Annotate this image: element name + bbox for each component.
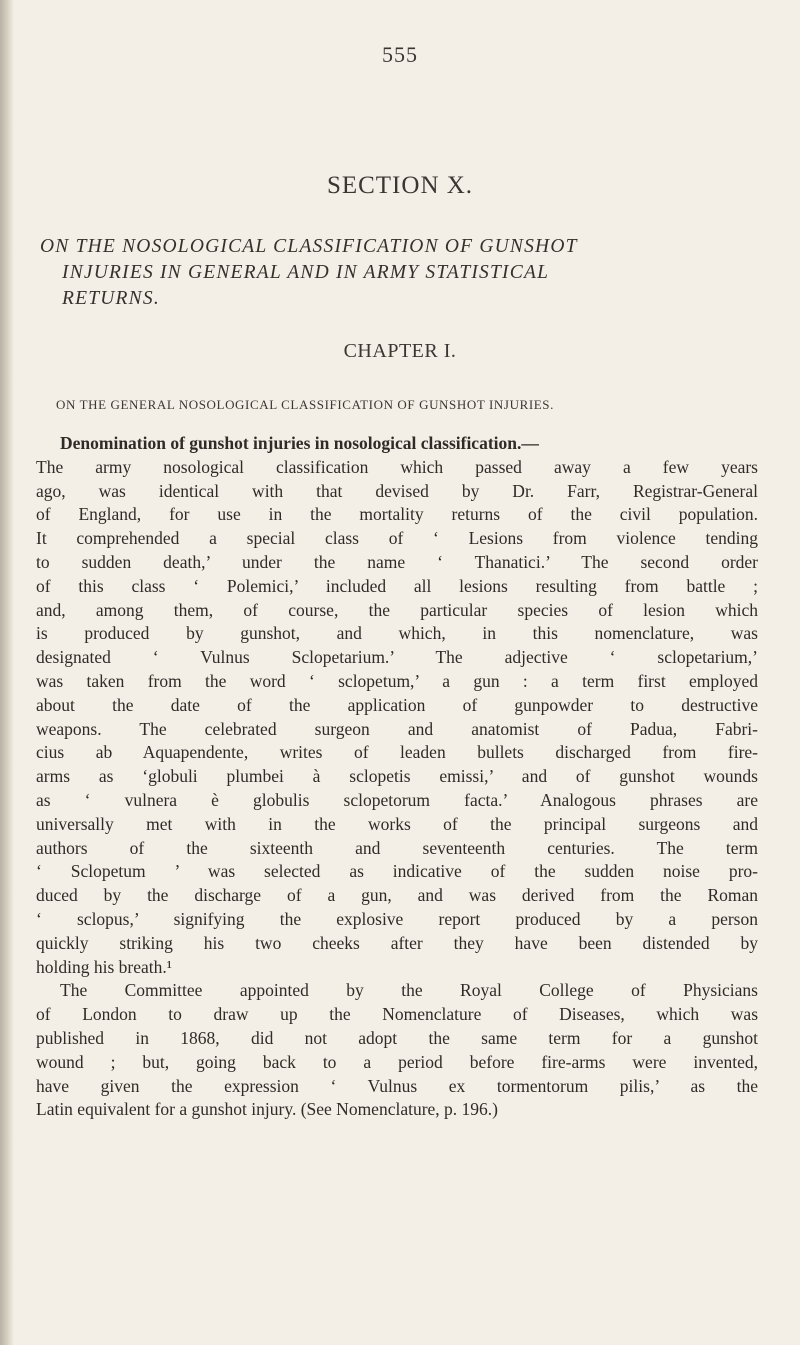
text-line: authors of the sixteenth and seventeenth centuries. The term <box>36 837 758 858</box>
chapter-title: CHAPTER I. <box>343 340 457 362</box>
section-title: SECTION X. <box>326 172 474 199</box>
page-number: 555 <box>382 42 418 67</box>
text-line: universally met with in the works of the principal surgeons and <box>36 813 758 834</box>
text-line: quickly striking his two cheeks after they have been distended by <box>36 932 758 953</box>
text-line: weapons. The celebrated surgeon and anatomist of Padua, Fabri- <box>36 718 758 739</box>
section-subtitle-line: ON THE NOSOLOGICAL CLASSIFICATION OF GUNSHOT <box>40 236 578 257</box>
text-line: wound ; but, going back to a period before fire-arms were invented, <box>36 1051 758 1072</box>
section-subtitle-line: RETURNS. <box>62 288 160 309</box>
text-line: of England, for use in the mortality returns of the civil population. <box>36 504 758 525</box>
text-line: as ‘ vulnera è globulis sclopetorum facta.’ Analogous phrases are <box>36 789 758 810</box>
text-line: holding his breath.¹ <box>36 956 172 977</box>
text-line: ‘ sclopus,’ signifying the explosive report produced by a person <box>36 908 758 929</box>
text-line: have given the expression ‘ Vulnus ex tormentorum pilis,’ as the <box>36 1075 758 1096</box>
text-line: to sudden death,’ under the name ‘ Thanatici.’ The second order <box>36 551 758 572</box>
text-line: cius ab Aquapendente, writes of leaden bullets discharged from fire- <box>36 742 758 763</box>
text-line: designated ‘ Vulnus Sclopetarium.’ The adjective ‘ sclopetarium,’ <box>36 647 758 668</box>
text-line: was taken from the word ‘ sclopetum,’ a gun : a term first employed <box>36 670 758 691</box>
section-subtitle <box>40 234 740 312</box>
text-line: The army nosological classification which passed away a few years <box>36 456 758 477</box>
text-line: Latin equivalent for a gunshot injury. (See Nomenclature, p. 196.) <box>36 1099 498 1120</box>
text-line: about the date of the application of gunpowder to destructive <box>36 694 758 715</box>
text-line: duced by the discharge of a gun, and was derived from the Roman <box>36 885 758 906</box>
text-line: The Committee appointed by the Royal College of Physicians <box>60 980 758 1001</box>
text-line: of this class ‘ Polemici,’ included all lesions resulting from battle ; <box>36 575 758 596</box>
paragraph-heading: Denomination of gunshot injuries in nosological classification.— <box>60 433 539 453</box>
text-line: published in 1868, did not adopt the same term for a gunshot <box>36 1027 758 1048</box>
section-subtitle-line: INJURIES IN GENERAL AND IN ARMY STATISTICAL <box>62 262 550 283</box>
text-line: and, among them, of course, the particular species of lesion which <box>36 599 758 620</box>
text-line: arms as ‘globuli plumbei à sclopetis emissi,’ and of gunshot wounds <box>36 766 758 787</box>
text-line: ago, was identical with that devised by Dr. Farr, Registrar-General <box>36 480 758 501</box>
text-line: ‘ Sclopetum ’ was selected as indicative of the sudden noise pro- <box>36 861 758 882</box>
text-line: It comprehended a special class of ‘ Lesions from violence tending <box>36 528 758 549</box>
text-line: is produced by gunshot, and which, in this nomenclature, was <box>36 623 758 644</box>
text-line: of London to draw up the Nomenclature of Diseases, which was <box>36 1004 758 1025</box>
body-text <box>36 432 758 1122</box>
chapter-subtitle: ON THE GENERAL NOSOLOGICAL CLASSIFICATION OF GUNSHOT INJURIES. <box>56 397 554 412</box>
